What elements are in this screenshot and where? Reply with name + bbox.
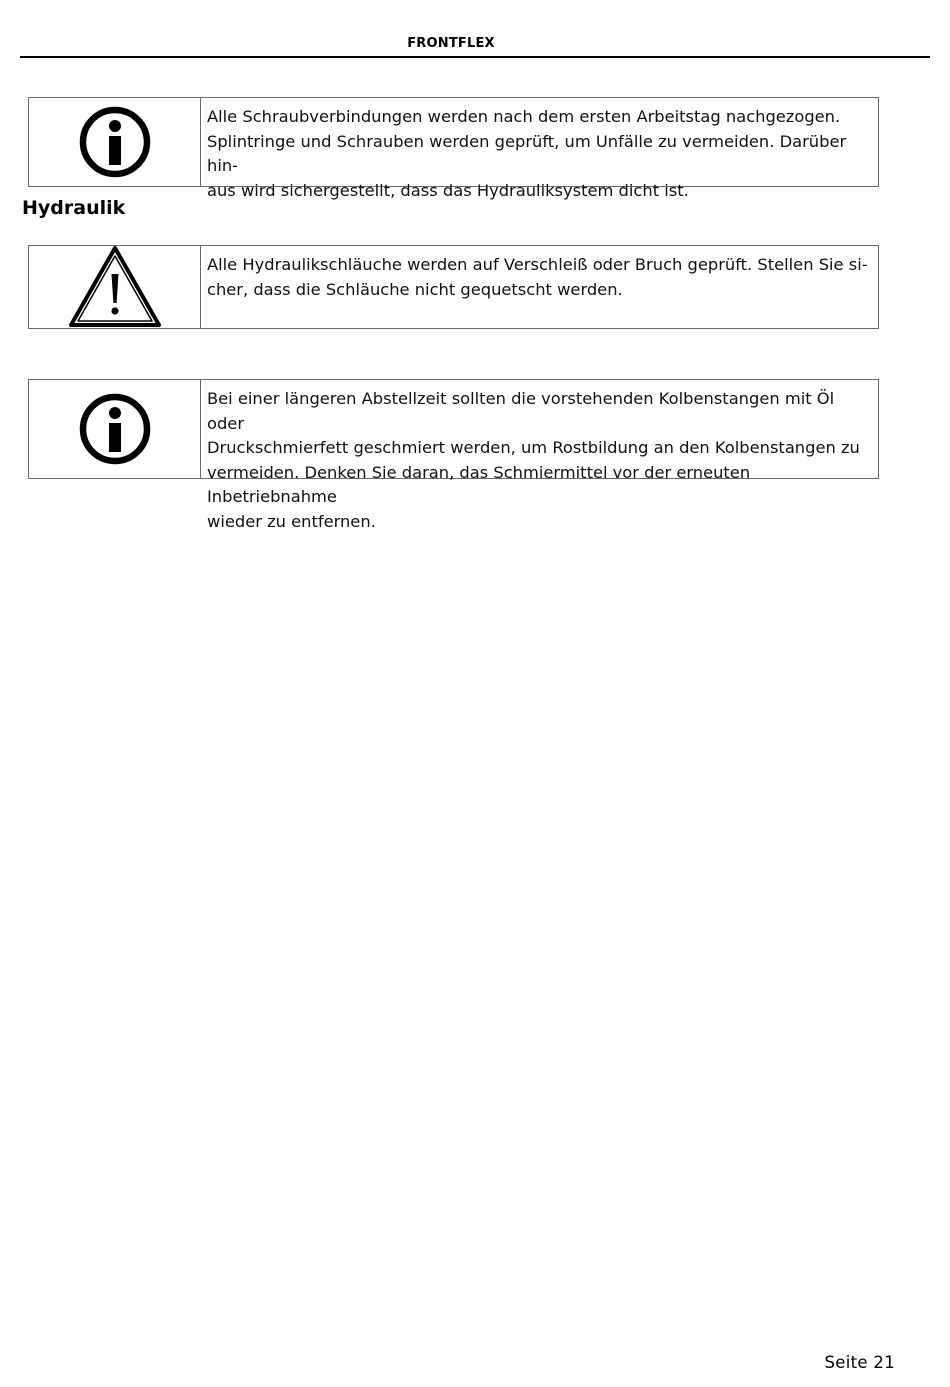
notice-line: aus wird sichergestellt, dass das Hydrauliksystem dicht ist. bbox=[207, 180, 689, 200]
section-heading-hydraulik: Hydraulik bbox=[22, 197, 126, 219]
document-title: FRONTFLEX bbox=[407, 36, 495, 51]
notice-line: vermeiden. Denken Sie daran, das Schmiermittel vor der erneuten Inbetriebnahme bbox=[207, 462, 751, 506]
notice-line: Alle Schraubverbindungen werden nach dem ersten Arbeitstag nachgezogen. bbox=[207, 107, 841, 126]
notice-icon-cell bbox=[29, 380, 201, 478]
notice-text bbox=[201, 246, 878, 328]
info-notice-storage bbox=[28, 379, 879, 531]
warning-notice-hoses bbox=[28, 245, 879, 329]
info-icon bbox=[78, 105, 152, 179]
notice-line: cher, dass die Schläuche nicht gequetscht werden. bbox=[207, 279, 623, 299]
notice-line: Druckschmierfett geschmiert werden, um Rostbildung an den Kolbenstangen zu bbox=[207, 438, 860, 457]
notice-line: wieder zu entfernen. bbox=[207, 511, 376, 531]
notice-line: Splintringe und Schrauben werden geprüft, um Unfälle zu vermeiden. Darüber hin- bbox=[207, 131, 847, 175]
notice-line: Alle Hydraulikschläuche werden auf Verschleiß oder Bruch geprüft. Stellen Sie si- bbox=[207, 255, 868, 274]
info-notice-retighten bbox=[28, 97, 879, 200]
notice-icon-cell bbox=[29, 246, 201, 328]
info-icon bbox=[78, 392, 152, 466]
notice-line: Bei einer längeren Abstellzeit sollten die vorstehenden Kolbenstangen mit Öl oder bbox=[207, 389, 835, 433]
warning-icon bbox=[68, 245, 162, 329]
notice-icon-cell bbox=[29, 98, 201, 186]
page-header bbox=[20, 28, 930, 58]
page-number: Seite 21 bbox=[824, 1353, 895, 1372]
notice-text bbox=[201, 380, 878, 531]
notice-text bbox=[201, 98, 878, 200]
